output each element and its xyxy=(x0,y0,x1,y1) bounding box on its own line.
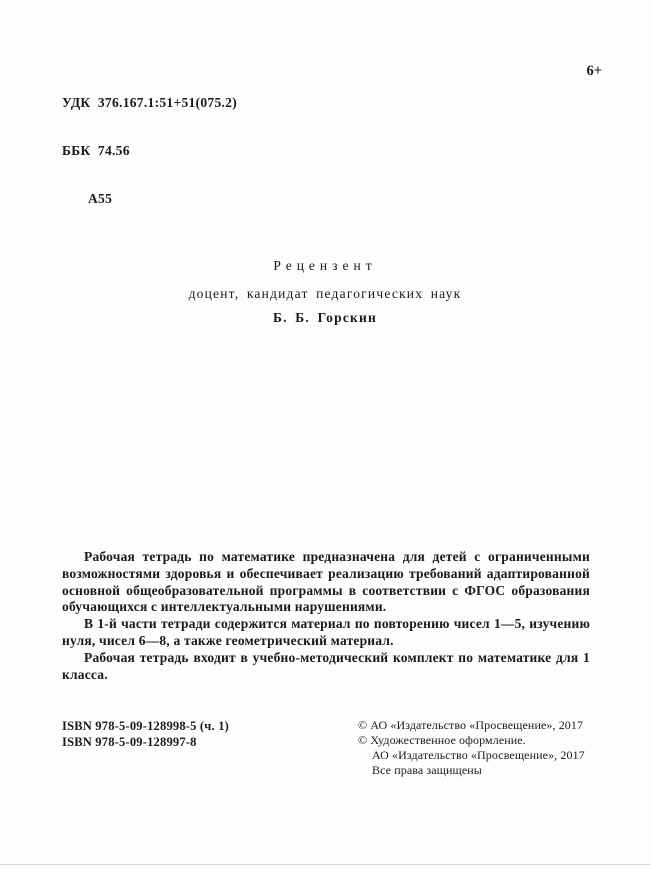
copyright-line: © АО «Издательство «Просвещение», 2017 xyxy=(358,718,584,732)
imprint-footer xyxy=(62,718,590,778)
age-rating-badge: 6+ xyxy=(586,63,602,79)
reviewer-block xyxy=(0,258,650,326)
copyright-block xyxy=(358,718,590,778)
copyright-line: Все права защищены xyxy=(372,763,482,777)
annotation-paragraph: Рабочая тетрадь по математике предназначена для детей с ограниченными возможностями здоровья и обеспечивает реализацию требований адаптированной основной общеобразовательной программы в соответствии с ФГОС образования обучающихся с интеллектуальными нарушениями. xyxy=(62,549,590,615)
reviewer-heading: Рецензент xyxy=(273,258,377,273)
author-code-line: А55 xyxy=(88,191,113,206)
isbn-part1: ISBN 978-5-09-128998-5 (ч. 1) xyxy=(62,719,230,733)
annotation-paragraph: В 1-й части тетради содержится материал по повторению чисел 1—5, изучению нуля, чисел 6—8, а также геометрический материал. xyxy=(62,616,590,648)
annotation-paragraph: Рабочая тетрадь входит в учебно-методический комплект по математике для 1 класса. xyxy=(62,649,590,682)
udk-line: УДК 376.167.1:51+51(075.2) xyxy=(62,95,238,110)
page-bottom-edge xyxy=(0,864,650,865)
copyright-line: © Художественное оформление. xyxy=(358,733,526,747)
bbk-line: ББК 74.56 xyxy=(62,143,130,158)
reviewer-title: доцент, кандидат педагогических наук xyxy=(188,286,462,301)
isbn-block xyxy=(62,718,229,750)
annotation-block xyxy=(62,549,590,683)
isbn-full: ISBN 978-5-09-128997-8 xyxy=(62,735,197,749)
copyright-line: АО «Издательство «Просвещение», 2017 xyxy=(372,748,585,762)
reviewer-name: Б. Б. Горскин xyxy=(273,310,377,325)
bibliographic-block xyxy=(62,63,237,239)
